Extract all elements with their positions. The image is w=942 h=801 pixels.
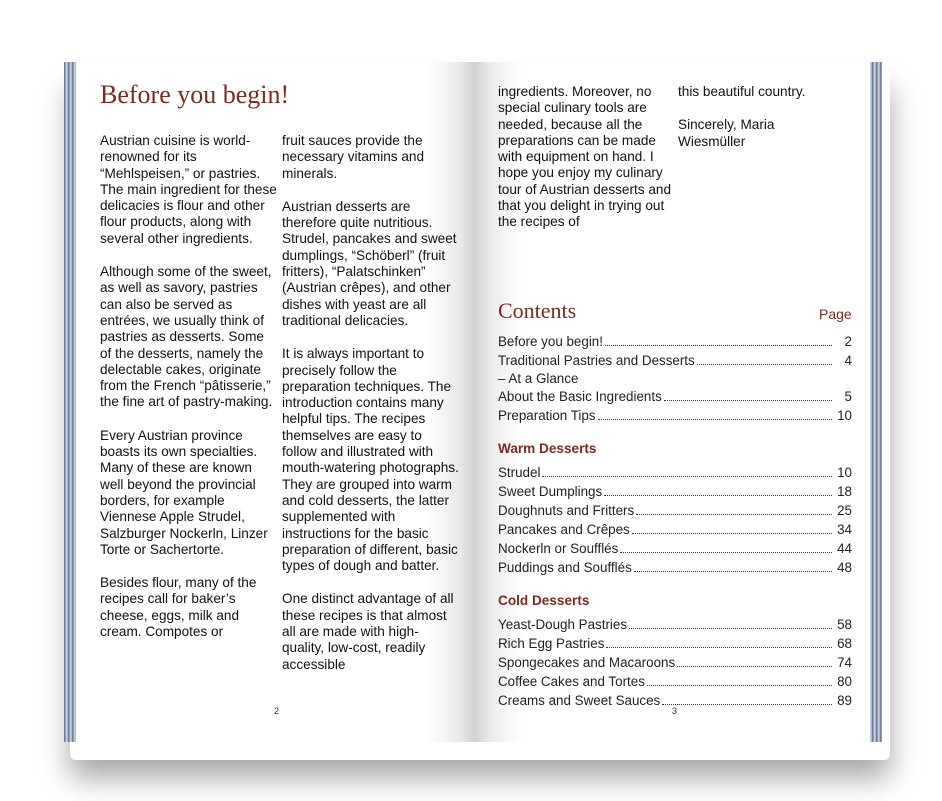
toc-leader-dots [662, 703, 832, 705]
paragraph: Besides flour, many of the recipes call for baker’s cheese, eggs, milk and cream. Compotes or [100, 575, 257, 640]
toc-entry-title: Creams and Sweet Sauces [498, 693, 661, 708]
paragraph: Austrian cuisine is world-renowned for its “Mehlspeisen,” or pastries. The main ingredient for these delicacies is flour and other flour products, along with several other ingredients. [100, 133, 277, 246]
contents-heading: Contents [498, 298, 577, 323]
toc-entry-page: 10 [837, 408, 852, 423]
toc-entry[interactable] [498, 353, 852, 372]
toc-entry-subline [498, 372, 852, 389]
toc-entry-page: 74 [837, 655, 852, 670]
toc-entry-page: 89 [837, 693, 852, 708]
toc-entry-page: 34 [837, 522, 852, 537]
toc-leader-dots [636, 513, 832, 515]
toc-entry-title: About the Basic Ingredients [498, 389, 662, 404]
left-column-2 [282, 133, 460, 690]
toc-entry[interactable] [498, 560, 852, 579]
page-heading-before-you-begin: Before you begin! [100, 80, 290, 109]
paragraph: fruit sauces provide the necessary vitamins and minerals. [282, 133, 425, 181]
toc-leader-dots [664, 399, 832, 401]
toc-entry[interactable] [498, 655, 852, 674]
toc-leader-dots [629, 627, 832, 629]
toc-entry[interactable] [498, 617, 852, 636]
toc-entry-title: Rich Egg Pastries [498, 636, 605, 651]
toc-entry-page: 5 [844, 389, 852, 404]
toc-entry[interactable] [498, 334, 852, 353]
spacer [498, 427, 852, 441]
paragraph: One distinct advantage of all these recipes is that almost all are made with high-quality, low-cost, readily accessible [282, 591, 454, 672]
toc-entry-subtitle: – At a Glance [498, 371, 579, 386]
toc-entry[interactable] [498, 484, 852, 503]
toc-entry-title: Pancakes and Crêpes [498, 522, 630, 537]
toc-entry-page: 25 [837, 503, 852, 518]
paragraph: this beautiful country. [678, 84, 806, 99]
toc-entry[interactable] [498, 408, 852, 427]
toc-leader-dots [634, 570, 832, 572]
page-edges-right [868, 62, 882, 742]
toc-entry-page: 10 [837, 465, 852, 480]
toc-page-label: Page [819, 306, 852, 322]
toc-entry-title: Strudel [498, 465, 541, 480]
toc-section-cold-desserts: Cold Desserts [498, 593, 590, 608]
toc-entry-page: 18 [837, 484, 852, 499]
toc-leader-dots [632, 532, 832, 534]
toc-entry-title: Yeast-Dough Pastries [498, 617, 628, 632]
toc-entry-page: 80 [837, 674, 852, 689]
toc-entry-page: 2 [844, 334, 852, 349]
toc-entry[interactable] [498, 465, 852, 484]
toc-leader-dots [605, 344, 832, 346]
toc-leader-dots [598, 418, 832, 420]
toc-leader-dots [606, 646, 832, 648]
left-column-1 [100, 133, 278, 657]
toc-entry-title: Spongecakes and Macaroons [498, 655, 676, 670]
toc-entry-page: 68 [837, 636, 852, 651]
toc-entry[interactable] [498, 503, 852, 522]
toc-entry-title: Coffee Cakes and Tortes [498, 674, 645, 689]
toc-entry[interactable] [498, 389, 852, 408]
toc-section-warm-desserts: Warm Desserts [498, 441, 597, 456]
page-number-left: 2 [274, 706, 280, 716]
paragraph: It is always important to precisely follow the preparation techniques. The introduction contains many helpful tips. The recipes themselves are easy to follow and illustrated with mouth-watering photographs. They are grouped into warm and cold desserts, the latter supplemented with instructions for the basic preparation of different, basic types of dough and batter. [282, 346, 459, 574]
toc-entry-page: 44 [837, 541, 852, 556]
toc-entry-title: Sweet Dumplings [498, 484, 603, 499]
toc-entry-page: 4 [844, 353, 852, 368]
toc-entry[interactable] [498, 541, 852, 560]
table-of-contents [498, 334, 852, 712]
toc-entry[interactable] [498, 674, 852, 693]
toc-entry-title: Before you begin! [498, 334, 603, 349]
spacer [498, 579, 852, 593]
paragraph: Austrian desserts are therefore quite nutritious. Strudel, pancakes and sweet dumplings, “Schöberl” (fruit fritters), “Palatschinken” (Austrian crêpes), and other dishes with yeast are all traditional delicacies. [282, 198, 457, 328]
toc-leader-dots [620, 551, 832, 553]
paragraph: Although some of the sweet, as well as savory, pastries can also be served as entrées, we usually think of pastries as desserts. Some of the desserts, namely the delectable cakes, originate from the French “pâtisserie,” the fine art of pastry-making. [100, 264, 273, 410]
toc-leader-dots [677, 665, 832, 667]
paragraph: Every Austrian province boasts its own specialties. Many of these are known well beyond the provincial borders, for example Viennese Apple Strudel, Salzburger Nockerln, Linzer Torte or Sachertorte. [100, 427, 268, 557]
toc-entry-title: Preparation Tips [498, 408, 596, 423]
toc-entry-title: Nockerln or Soufflés [498, 541, 619, 556]
toc-leader-dots [604, 494, 832, 496]
signature-text: Sincerely, Maria Wiesmüller [678, 117, 775, 149]
toc-leader-dots [697, 363, 832, 365]
page-number-right: 3 [672, 706, 678, 716]
toc-entry-page: 48 [837, 560, 852, 575]
toc-entry-title: Traditional Pastries and Desserts [498, 353, 695, 368]
toc-leader-dots [647, 684, 832, 686]
right-column-1 [498, 84, 672, 248]
toc-entry[interactable] [498, 636, 852, 655]
toc-entry[interactable] [498, 522, 852, 541]
paragraph: ingredients. Moreover, no special culinary tools are needed, because all the preparations can be made with equipment on hand. I hope you enjoy my culinary tour of Austrian desserts and that you delight in trying out the recipes of [498, 84, 672, 230]
toc-entry-page: 58 [837, 617, 852, 632]
toc-leader-dots [542, 475, 832, 477]
toc-entry-title: Doughnuts and Fritters [498, 503, 635, 518]
toc-entry-title: Puddings and Soufflés [498, 560, 632, 575]
right-column-2 [678, 84, 852, 167]
